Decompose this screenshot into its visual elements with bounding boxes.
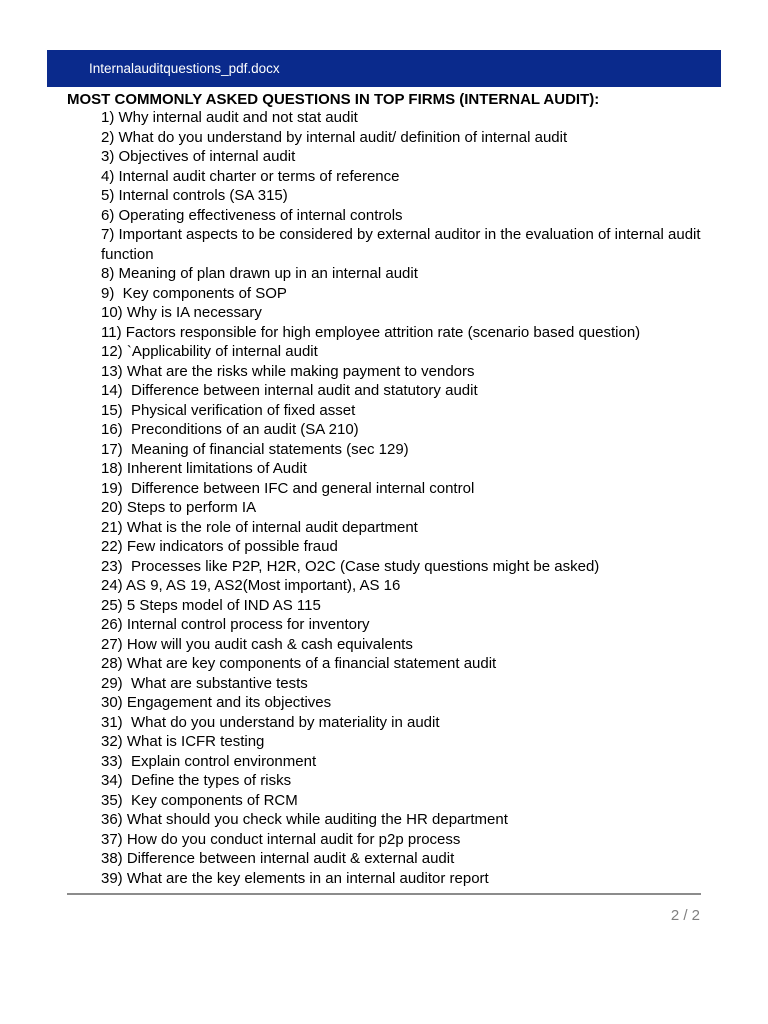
document-heading: MOST COMMONLY ASKED QUESTIONS IN TOP FIRMS (INTERNAL AUDIT):	[67, 91, 600, 108]
document-filename: Internalauditquestions_pdf.docx	[89, 61, 280, 76]
question-item: 31) What do you understand by materiality in audit	[101, 713, 440, 731]
document-header-bar	[47, 50, 721, 87]
question-item: 4) Internal audit charter or terms of reference	[101, 167, 400, 185]
question-item: 8) Meaning of plan drawn up in an internal audit	[101, 265, 418, 282]
question-item: 15) Physical verification of fixed asset	[101, 401, 356, 419]
question-item: 21) What is the role of internal audit department	[101, 518, 418, 536]
question-item: 1) Why internal audit and not stat audit	[101, 109, 358, 126]
question-item: 25) 5 Steps model of IND AS 115	[101, 596, 321, 614]
question-item: 33) Explain control environment	[101, 752, 317, 770]
question-item: 13) What are the risks while making payment to vendors	[101, 362, 475, 380]
question-item: 35) Key components of RCM	[101, 791, 298, 809]
question-item: 3) Objectives of internal audit	[101, 148, 296, 165]
question-item: 17) Meaning of financial statements (sec 129)	[101, 440, 409, 458]
question-item: 11) Factors responsible for high employee attrition rate (scenario based question)	[101, 323, 641, 341]
question-item: 39) What are the key elements in an internal auditor report	[101, 869, 489, 887]
question-item: 22) Few indicators of possible fraud	[101, 538, 338, 555]
question-list	[101, 108, 711, 888]
question-item: 10) Why is IA necessary	[101, 304, 262, 321]
question-item: 14) Difference between internal audit and statutory audit	[101, 382, 478, 399]
question-item: 2) What do you understand by internal audit/ definition of internal audit	[101, 128, 568, 146]
question-item: 20) Steps to perform IA	[101, 499, 257, 516]
question-item: 34) Define the types of risks	[101, 772, 292, 789]
question-item: 37) How do you conduct internal audit for p2p process	[101, 830, 461, 848]
question-item: 38) Difference between internal audit & external audit	[101, 850, 455, 867]
question-item: 18) Inherent limitations of Audit	[101, 460, 307, 477]
question-item: 5) Internal controls (SA 315)	[101, 187, 288, 204]
question-item: 16) Preconditions of an audit (SA 210)	[101, 421, 359, 438]
footer-divider	[67, 893, 701, 895]
question-item: 6) Operating effectiveness of internal controls	[101, 206, 403, 224]
question-item: 9) Key components of SOP	[101, 284, 287, 302]
question-item: 29) What are substantive tests	[101, 674, 308, 692]
question-item: 26) Internal control process for inventory	[101, 616, 370, 633]
page-number: 2 / 2	[670, 907, 700, 924]
question-item: 36) What should you check while auditing the HR department	[101, 811, 508, 828]
question-item: 7) Important aspects to be considered by external auditor in the evaluation of internal audit function	[101, 226, 705, 263]
question-item: 12) `Applicability of internal audit	[101, 343, 318, 360]
question-item: 23) Processes like P2P, H2R, O2C (Case study questions might be asked)	[101, 557, 600, 575]
question-item: 27) How will you audit cash & cash equivalents	[101, 635, 413, 653]
question-item: 24) AS 9, AS 19, AS2(Most important), AS 16	[101, 577, 401, 594]
question-item: 19) Difference between IFC and general internal control	[101, 479, 475, 497]
question-item: 28) What are key components of a financial statement audit	[101, 655, 497, 672]
question-item: 30) Engagement and its objectives	[101, 694, 332, 711]
question-item: 32) What is ICFR testing	[101, 733, 265, 750]
